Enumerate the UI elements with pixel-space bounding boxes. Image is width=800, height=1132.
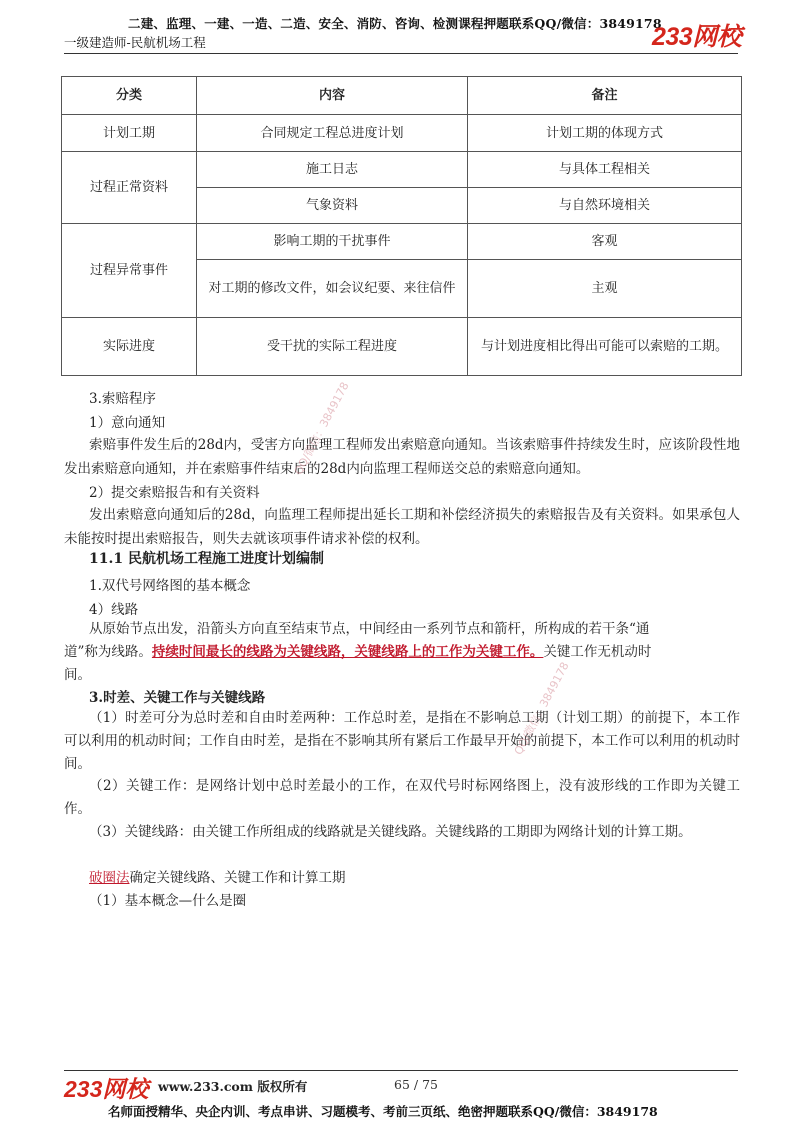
subsection-title: 3.时差、关键工作与关键线路 <box>89 690 266 706</box>
table-cell: 施工日志 <box>197 152 468 188</box>
text-run: 道”称为线路。 <box>64 644 152 660</box>
page-number: 65 / 75 <box>394 1077 438 1092</box>
subheading-submit-report: 2）提交索赔报告和有关资料 <box>89 485 260 501</box>
table-header-cell: 分类 <box>62 77 197 115</box>
heading-claim-procedure: 3.索赔程序 <box>89 391 156 407</box>
paragraph-route-line1: 从原始节点出发，沿箭头方向直至结束节点，中间经由一系列节点和箭杆，所构成的若干条“通 <box>89 621 650 637</box>
watermark: QQ/微信：3849178 <box>511 659 572 758</box>
header-divider <box>64 53 738 54</box>
paragraph-route-line3: 间。 <box>64 667 91 683</box>
table-cell: 与具体工程相关 <box>468 152 742 188</box>
highlight-circle-method: 破圈法 <box>89 870 130 886</box>
paragraph-intent-notice: 索赔事件发生后的28d内，受害方向监理工程师发出索赔意向通知。当该索赔事件持续发生时，应该阶段性地发出索赔意向通知，并在索赔事件结束后的28d内向监理工程师送交总的索赔意向通知。 <box>64 437 740 477</box>
table-row <box>62 224 742 260</box>
section-title: 11.1 民航机场工程施工进度计划编制 <box>89 551 324 567</box>
paragraph-route-line2 <box>64 640 651 660</box>
heading-network-concepts: 1.双代号网络图的基本概念 <box>89 578 251 594</box>
table-cell: 主观 <box>468 260 742 318</box>
subheading-basic-concept: （1）基本概念—什么是圈 <box>89 893 247 909</box>
paragraph-critical-path: （3）关键线路：由关键工作所组成的线路就是关键线路。关键线路的工期即为网络计划的计算工期。 <box>89 824 692 840</box>
text-run: 确定关键线路、关键工作和计算工期 <box>129 870 346 886</box>
table-row <box>62 318 742 376</box>
table-header-cell: 备注 <box>468 77 742 115</box>
table-cell: 受干扰的实际工程进度 <box>197 318 468 376</box>
document-title: 一级建造师-民航机场工程 <box>64 35 206 50</box>
footer-copyright: www.233.com 版权所有 <box>158 1079 308 1094</box>
table-cell: 气象资料 <box>197 188 468 224</box>
table-header-cell: 内容 <box>197 77 468 115</box>
subheading-route: 4）线路 <box>89 602 139 618</box>
table-cell: 对工期的修改文件，如会议纪要、来往信件 <box>197 260 468 318</box>
table-cell: 影响工期的干扰事件 <box>197 224 468 260</box>
claim-materials-table <box>61 76 742 376</box>
footer-divider <box>64 1070 738 1071</box>
table-row <box>62 115 742 152</box>
highlight-critical-path: 持续时间最长的线路为关键线路，关键线路上的工作为关键工作。 <box>151 644 544 660</box>
table-cell: 计划工期 <box>62 115 197 152</box>
paragraph-critical-work: （2）关键工作：是网络计划中总时差最小的工作，在双代号时标网络图上，没有波形线的工作即为关键工作。 <box>64 778 740 817</box>
table-cell: 过程异常事件 <box>62 224 197 318</box>
text-run: 关键工作无机动时 <box>543 644 652 660</box>
table-cell: 与自然环境相关 <box>468 188 742 224</box>
table-cell: 实际进度 <box>62 318 197 376</box>
paragraph-circle-method <box>89 866 346 886</box>
header-promo-line: 二建、监理、一建、一造、二造、安全、消防、咨询、检测课程押题联系QQ/微信：3849178 <box>128 16 662 31</box>
table-cell: 合同规定工程总进度计划 <box>197 115 468 152</box>
table-cell: 客观 <box>468 224 742 260</box>
subheading-intent-notice: 1）意向通知 <box>89 415 166 431</box>
footer-logo: 233网校 <box>64 1076 149 1102</box>
paragraph-submit-report: 发出索赔意向通知后的28d，向监理工程师提出延长工期和补偿经济损失的索赔报告及有关资料。如果承包人未能按时提出索赔报告，则失去就该项事件请求补偿的权利。 <box>64 507 740 547</box>
table-cell: 计划工期的体现方式 <box>468 115 742 152</box>
brand-logo: 233网校 <box>652 23 742 51</box>
table-row <box>62 152 742 188</box>
footer-promo-line: 名师面授精华、央企内训、考点串讲、习题模考、考前三页纸、绝密押题联系QQ/微信：3849178 <box>108 1104 658 1119</box>
watermark: QQ/微信：3849178 <box>291 379 352 478</box>
paragraph-float: （1）时差可分为总时差和自由时差两种：工作总时差，是指在不影响总工期（计划工期）的前提下，本工作可以利用的机动时间；工作自由时差，是指在不影响其所有紧后工作最早开始的前提下，本工作可以利用的机动时间。 <box>64 710 740 772</box>
table-cell: 过程正常资料 <box>62 152 197 224</box>
table-header-row <box>62 77 742 115</box>
table-cell: 与计划进度相比得出可能可以索赔的工期。 <box>468 318 742 376</box>
